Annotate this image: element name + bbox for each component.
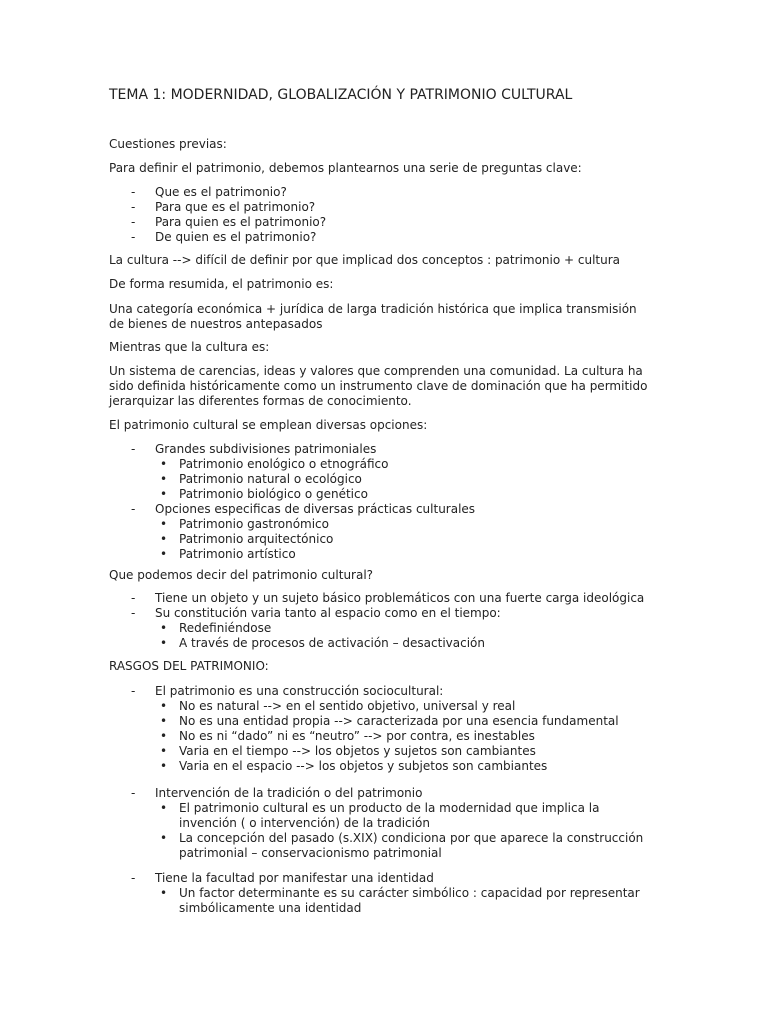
opciones-paragraph: El patrimonio cultural se emplean diversas opciones: xyxy=(109,418,428,432)
sublist-item: • Redefiniéndose xyxy=(155,621,654,636)
list-item-label: Grandes subdivisiones patrimoniales xyxy=(155,442,377,456)
list-item xyxy=(109,442,654,502)
intervencion-list xyxy=(109,786,654,861)
facultad-list xyxy=(109,871,654,916)
sublist xyxy=(155,699,654,774)
forma-resumida-paragraph: De forma resumida, el patrimonio es: xyxy=(109,277,334,291)
sublist-item: • Patrimonio artístico xyxy=(155,547,654,562)
list-item xyxy=(109,684,654,774)
que-podemos-paragraph: Que podemos decir del patrimonio cultural? xyxy=(109,568,374,582)
sublist-item: • El patrimonio cultural es un producto de la modernidad que implica la invención ( o intervención) de la tradición xyxy=(155,801,654,831)
sublist-item: • No es natural --> en el sentido objetivo, universal y real xyxy=(155,699,654,714)
sublist xyxy=(155,457,654,502)
sublist-item: • Patrimonio enológico o etnográfico xyxy=(155,457,654,472)
list-item-label: El patrimonio es una construcción sociocultural: xyxy=(155,684,444,698)
sublist-item: • A través de procesos de activación – desactivación xyxy=(155,636,654,651)
list-item xyxy=(109,871,654,916)
rasgos-heading: RASGOS DEL PATRIMONIO: xyxy=(109,659,269,673)
cuestiones-previas: Cuestiones previas: xyxy=(109,137,227,151)
categoria-paragraph: Una categoría económica + jurídica de larga tradición histórica que implica transmisión de bienes de nuestros antepasados xyxy=(109,302,637,331)
sublist-item: • Patrimonio biológico o genético xyxy=(155,487,654,502)
sublist xyxy=(155,801,654,861)
sublist-item: • Varia en el espacio --> los objetos y subjetos son cambiantes xyxy=(155,759,654,774)
cultura-paragraph: La cultura --> difícil de definir por que implicad dos conceptos : patrimonio + cultura xyxy=(109,253,621,267)
list-item: - Para quien es el patrimonio? xyxy=(109,215,654,230)
list-item: - Tiene un objeto y un sujeto básico problemáticos con una fuerte carga ideológica xyxy=(109,591,654,606)
preguntas-list xyxy=(109,185,654,245)
construccion-list xyxy=(109,684,654,774)
sublist-item: • Varia en el tiempo --> los objetos y sujetos son cambiantes xyxy=(155,744,654,759)
sublist-item: • Patrimonio gastronómico xyxy=(155,517,654,532)
sublist-item: • No es ni “dado” ni es “neutro” --> por contra, es inestables xyxy=(155,729,654,744)
sublist-item: • Patrimonio arquitectónico xyxy=(155,532,654,547)
list-item xyxy=(109,502,654,562)
sublist xyxy=(155,517,654,562)
sublist-item: • Patrimonio natural o ecológico xyxy=(155,472,654,487)
list-item xyxy=(109,786,654,861)
list-item-label: Opciones especificas de diversas prácticas culturales xyxy=(155,502,476,516)
list-item: - Que es el patrimonio? xyxy=(109,185,654,200)
sublist-item: • La concepción del pasado (s.XIX) condiciona por que aparece la construcción patrimonial – conservacionismo patrimonial xyxy=(155,831,654,861)
sublist-item: • No es una entidad propia --> caracterizada por una esencia fundamental xyxy=(155,714,654,729)
sistema-paragraph: Un sistema de carencias, ideas y valores que comprenden una comunidad. La cultura ha sido definida históricamente como un instrumento clave de dominación que ha permitido jerarquizar las diferentes formas de conocimiento. xyxy=(109,364,648,408)
mientras-paragraph: Mientras que la cultura es: xyxy=(109,340,270,354)
list-item-label: Su constitución varia tanto al espacio como en el tiempo: xyxy=(155,606,501,620)
opciones-list xyxy=(109,442,654,562)
document-title: TEMA 1: MODERNIDAD, GLOBALIZACIÓN Y PATRIMONIO CULTURAL xyxy=(109,87,573,103)
list-item: - De quien es el patrimonio? xyxy=(109,230,654,245)
list-item-label: Tiene la facultad por manifestar una identidad xyxy=(155,871,434,885)
sublist xyxy=(155,886,654,916)
list-item: - Para que es el patrimonio? xyxy=(109,200,654,215)
list-item xyxy=(109,606,654,651)
list-item-label: Intervención de la tradición o del patrimonio xyxy=(155,786,423,800)
que-podemos-list xyxy=(109,591,654,651)
sublist xyxy=(155,621,654,651)
intro-paragraph: Para definir el patrimonio, debemos plantearnos una serie de preguntas clave: xyxy=(109,161,582,175)
sublist-item: • Un factor determinante es su carácter simbólico : capacidad por representar simbólicamente una identidad xyxy=(155,886,654,916)
